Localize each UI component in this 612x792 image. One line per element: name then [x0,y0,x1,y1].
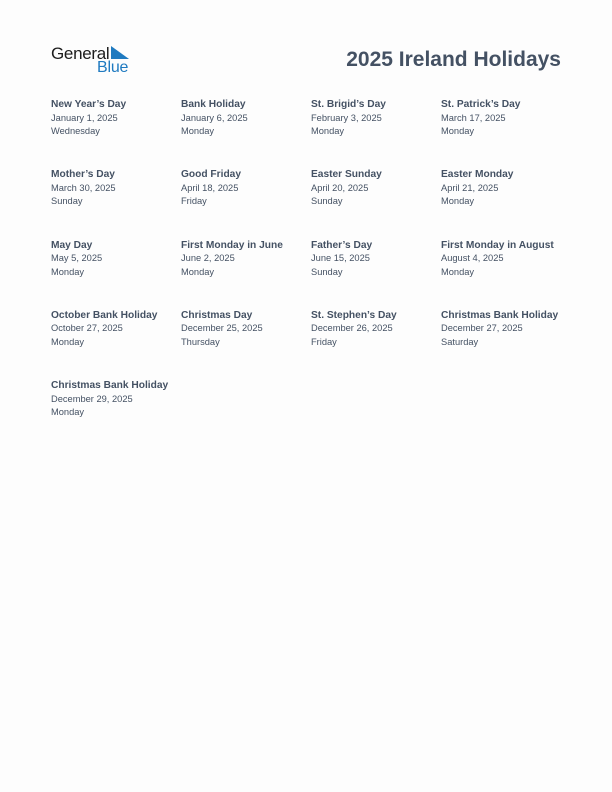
holiday-weekday: Monday [51,266,85,277]
logo [51,44,135,78]
holiday-name: Christmas Day [181,309,253,321]
holiday-name: Christmas Bank Holiday [441,309,559,321]
holiday-name: New Year’s Day [51,99,127,110]
holiday-weekday: Monday [181,126,215,137]
holiday-name: Easter Sunday [311,169,382,181]
holiday-date: April 20, 2025 [311,182,369,193]
holiday-date: April 18, 2025 [181,182,239,193]
holiday-name: Christmas Bank Holiday [51,380,169,392]
holiday-date: April 21, 2025 [441,182,499,193]
holiday-date: June 15, 2025 [311,253,370,264]
holiday-weekday: Saturday [441,337,479,348]
holiday-grid [51,98,571,449]
holiday-entry [441,168,571,238]
holiday-name: First Monday in August [441,239,554,251]
holiday-name: Father’s Day [311,239,373,251]
page-title: 2025 Ireland Holidays [346,48,561,71]
logo-word-general: General [51,44,110,63]
holiday-date: June 2, 2025 [181,253,235,264]
holiday-name: May Day [51,239,93,251]
holiday-date: March 17, 2025 [441,112,506,123]
holiday-weekday: Friday [181,196,207,207]
holiday-entry [311,239,441,309]
holiday-date: March 30, 2025 [51,182,116,193]
holiday-entry [311,168,441,238]
holiday-name: St. Stephen’s Day [311,309,397,321]
holiday-entry [441,98,571,168]
holiday-date: January 6, 2025 [181,112,248,123]
logo-word-blue: Blue [97,59,129,76]
holiday-date: August 4, 2025 [441,253,504,264]
holiday-date: December 27, 2025 [441,323,523,334]
holiday-date: December 25, 2025 [181,323,263,334]
holiday-date: December 29, 2025 [51,393,133,404]
holiday-name: Good Friday [181,169,241,181]
holiday-entry [441,309,571,379]
holiday-weekday: Sunday [311,196,343,207]
holiday-name: St. Patrick’s Day [441,99,521,110]
holiday-entry [181,168,311,238]
holiday-weekday: Monday [441,266,475,277]
holiday-weekday: Monday [441,126,475,137]
holiday-entry [181,239,311,309]
holiday-entry [51,379,181,449]
holiday-date: January 1, 2025 [51,112,118,123]
holiday-name: October Bank Holiday [51,309,158,321]
holiday-entry [311,98,441,168]
holiday-weekday: Monday [51,407,85,418]
holiday-name: Mother’s Day [51,169,115,181]
holiday-name: Easter Monday [441,169,514,181]
holiday-weekday: Thursday [181,337,220,348]
holiday-weekday: Wednesday [51,126,100,137]
holiday-entry [51,168,181,238]
holiday-entry [441,239,571,309]
holiday-date: May 5, 2025 [51,253,103,264]
holiday-entry [181,98,311,168]
holiday-weekday: Sunday [51,196,83,207]
holiday-weekday: Friday [311,337,337,348]
holiday-entry [51,98,181,168]
holiday-name: Bank Holiday [181,99,246,110]
holiday-name: St. Brigid’s Day [311,99,386,110]
holiday-weekday: Monday [311,126,345,137]
holiday-weekday: Sunday [311,266,343,277]
holiday-entry [181,309,311,379]
holiday-weekday: Monday [441,196,475,207]
holiday-date: February 3, 2025 [311,112,382,123]
holiday-weekday: Monday [181,266,215,277]
holiday-date: October 27, 2025 [51,323,123,334]
holiday-weekday: Monday [51,337,85,348]
holiday-entry [311,309,441,379]
holiday-entry [51,239,181,309]
holiday-date: December 26, 2025 [311,323,393,334]
holiday-entry [51,309,181,379]
holiday-name: First Monday in June [181,239,283,251]
